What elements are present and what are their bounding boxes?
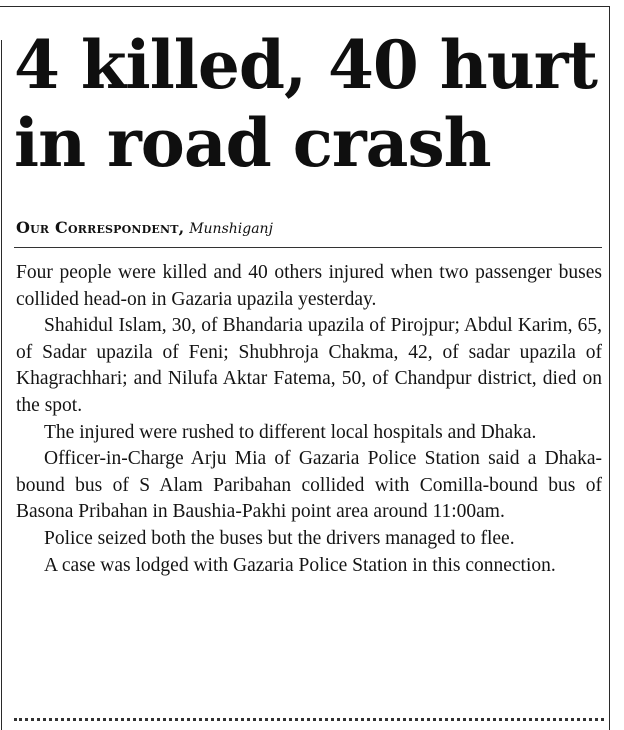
byline-divider [14, 247, 602, 248]
byline-correspondent: Our Correspondent, [16, 218, 185, 237]
paragraph: A case was lodged with Gazaria Police Station in this connection. [44, 554, 556, 576]
article-headline [14, 26, 604, 182]
right-border-rule [609, 6, 610, 730]
paragraph: Four people were killed and 40 others injured when two passenger buses collided head-on in Gazaria upazila yesterday. [16, 262, 602, 310]
article-byline [16, 218, 596, 239]
headline-line-2: in road crash [14, 104, 491, 182]
byline-location: Munshiganj [189, 221, 273, 237]
paragraph: Officer-in-Charge Arju Mia of Gazaria Police Station said a Dhaka-bound bus of S Alam Paribahan collided with Comilla-bound bus of Basona Pribahan in Baushia-Pakhi point area around 11:00am. [16, 448, 602, 523]
bottom-dotted-divider [14, 718, 604, 721]
top-border-rule [0, 6, 610, 7]
paragraph: Police seized both the buses but the drivers managed to flee. [44, 527, 515, 549]
paragraph: Shahidul Islam, 30, of Bhandaria upazila of Pirojpur; Abdul Karim, 65, of Sadar upazila of Feni; Shubhroja Chakma, 42, of sadar upazila of Khagrachhari; and Nilufa Aktar Fatema, 50, of Chandpur district, died on the spot. [16, 315, 602, 416]
paragraph: The injured were rushed to different local hospitals and Dhaka. [44, 421, 537, 443]
headline-line-1: 4 killed, 40 hurt [14, 26, 597, 104]
left-border-rule [1, 40, 2, 730]
article-body [16, 260, 602, 579]
